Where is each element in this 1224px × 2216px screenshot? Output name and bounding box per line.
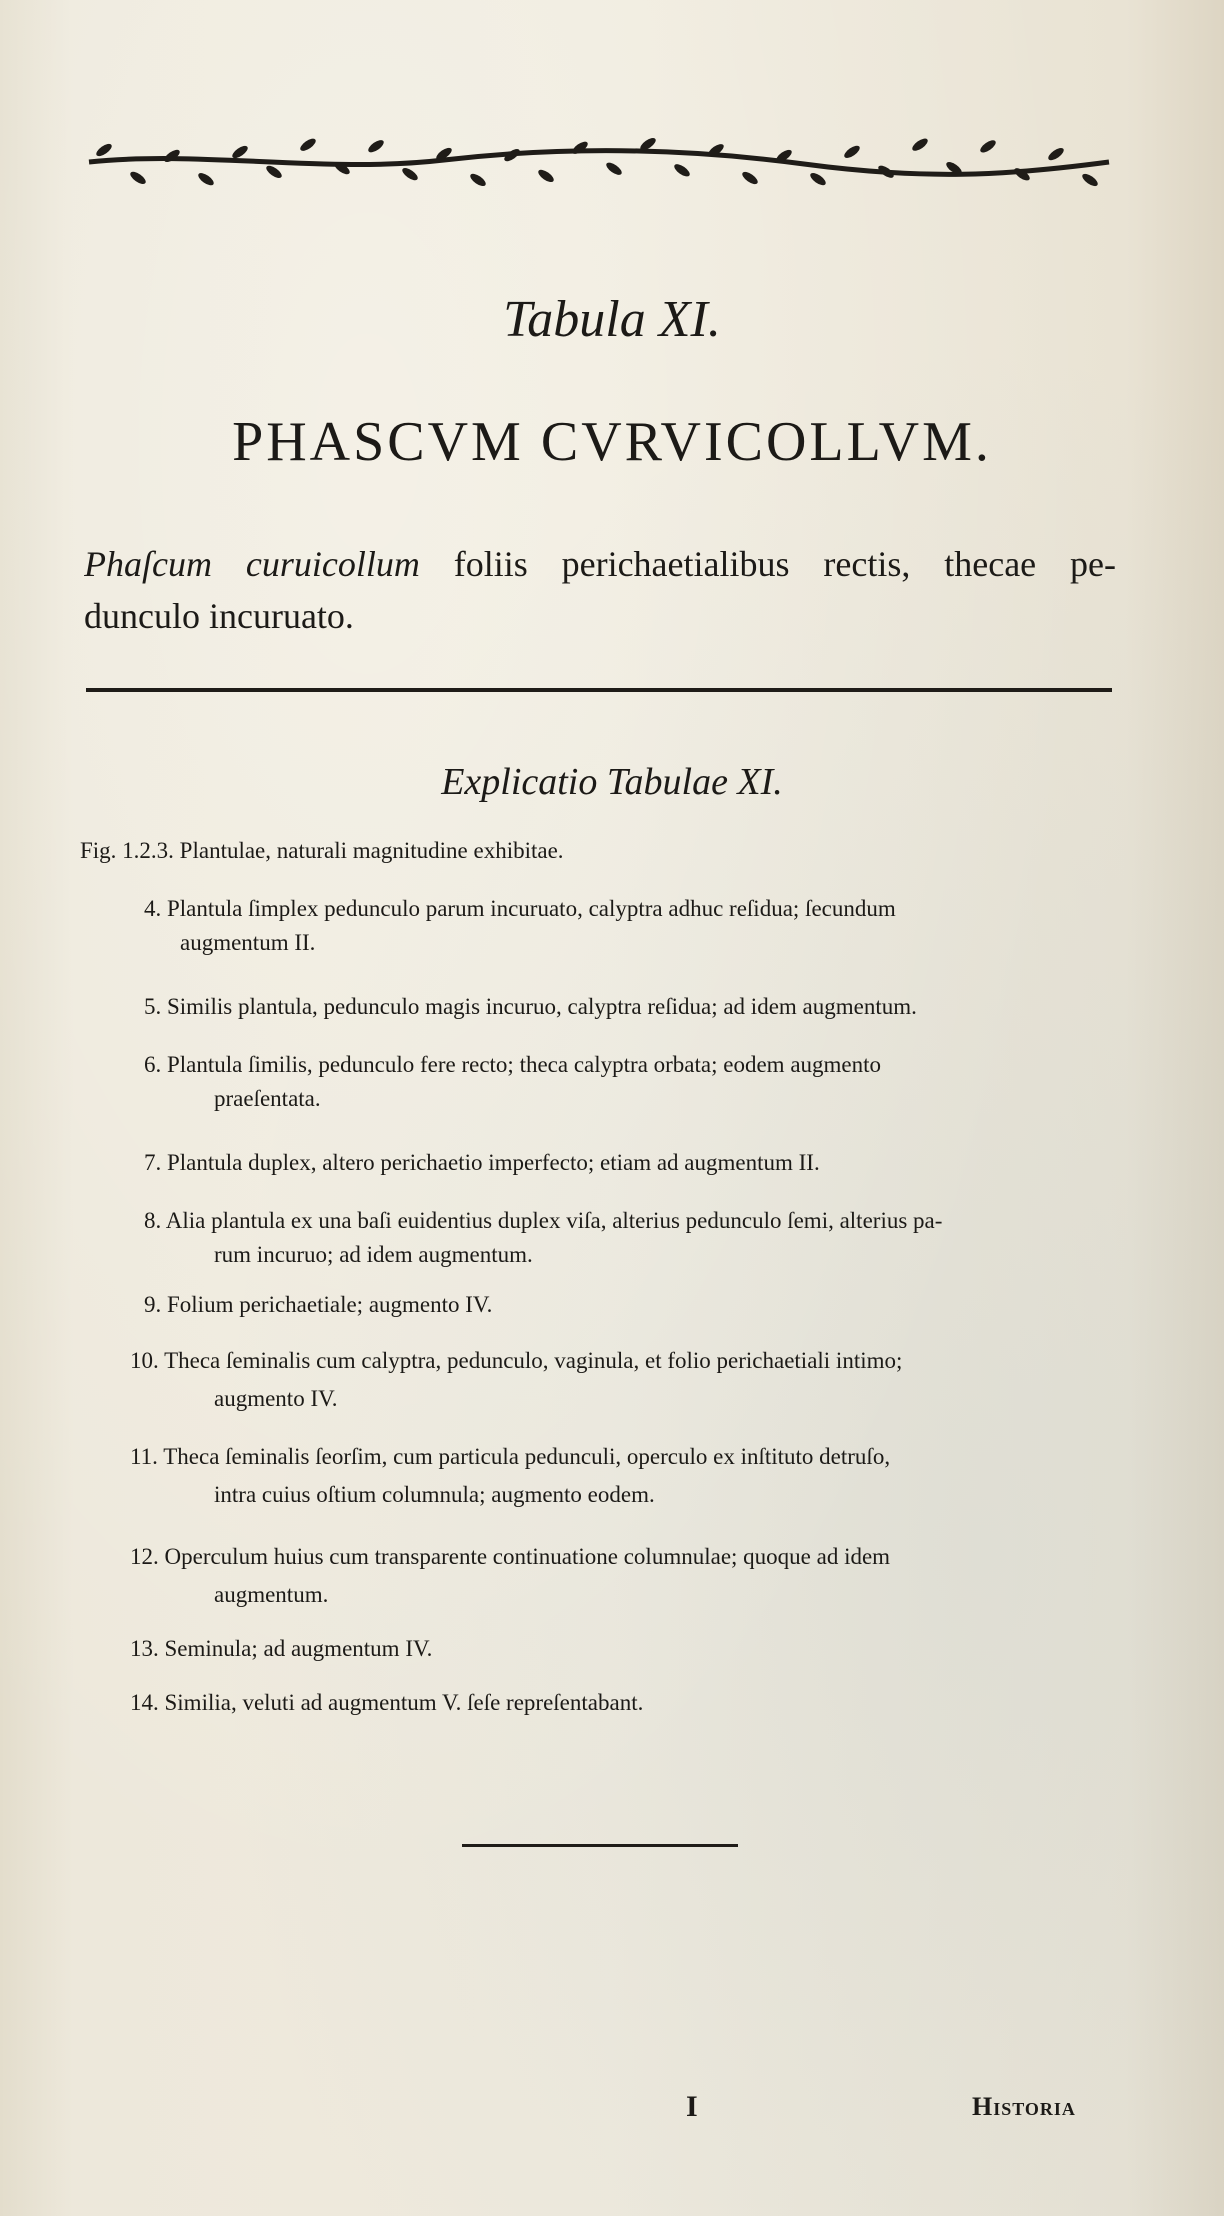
figure-entry-line: 4. Plantula ſimplex pedunculo parum incuruato, calyptra adhuc reſidua; ſecundum — [144, 896, 896, 921]
end-rule — [462, 1844, 738, 1847]
catchword: Historia — [972, 2092, 1076, 2121]
figure-entry-line: 12. Operculum huius cum transparente continuatione columnulae; quoque ad idem — [130, 1544, 891, 1569]
figure-entry-line: 10. Theca ſeminalis cum calyptra, pedunculo, vaginula, et folio perichaetiali intimo; — [130, 1348, 903, 1373]
species-title: PHASCVM CVRVICOLLVM. — [232, 411, 992, 473]
figure-entry-line: 5. Similis plantula, pedunculo magis incuruo, calyptra reſidua; ad idem augmentum. — [144, 994, 917, 1019]
diagnosis-text-1: foliis perichaetialibus rectis, thecae pe- — [453, 544, 1116, 584]
explication-title: Explicatio Tabulae XI. — [441, 761, 783, 803]
figure-entry-line: Fig. 1.2.3. Plantulae, naturali magnitudine exhibitae. — [80, 838, 564, 863]
figure-entry-line: 6. Plantula ſimilis, pedunculo fere recto; theca calyptra orbata; eodem augmento — [144, 1052, 882, 1077]
figure-entry-line: 14. Similia, veluti ad augmentum V. ſeſe repreſentabant. — [130, 1690, 644, 1715]
diagnosis-species-name: Phaſcum curuicollum — [84, 544, 420, 584]
figure-entry-line: augmentum. — [214, 1582, 329, 1607]
figure-entry-line: augmento IV. — [214, 1386, 338, 1411]
figure-entry-line: 8. Alia plantula ex una baſi euidentius duplex viſa, alterius pedunculo ſemi, alterius pa- — [144, 1208, 943, 1233]
diagnosis-line-2: dunculo incuruato. — [84, 596, 354, 636]
signature-mark: I — [686, 2090, 698, 2123]
figure-entry-line: augmentum II. — [180, 930, 316, 955]
figure-entry-line: 11. Theca ſeminalis ſeorſim, cum particula pedunculi, operculo ex inſtituto detruſo, — [130, 1444, 891, 1469]
figure-entry-line: rum incuruo; ad idem augmentum. — [214, 1242, 533, 1267]
figure-entry-line: praeſentata. — [214, 1086, 321, 1111]
figure-entry-line: 9. Folium perichaetiale; augmento IV. — [144, 1292, 493, 1317]
figure-entry-line: intra cuius oſtium columnula; augmento eodem. — [214, 1482, 655, 1507]
table-title: Tabula XI. — [503, 291, 721, 348]
figure-entry-line: 13. Seminula; ad augmentum IV. — [130, 1636, 433, 1661]
figure-entry-line: 7. Plantula duplex, altero perichaetio imperfecto; etiam ad augmentum II. — [144, 1150, 820, 1175]
